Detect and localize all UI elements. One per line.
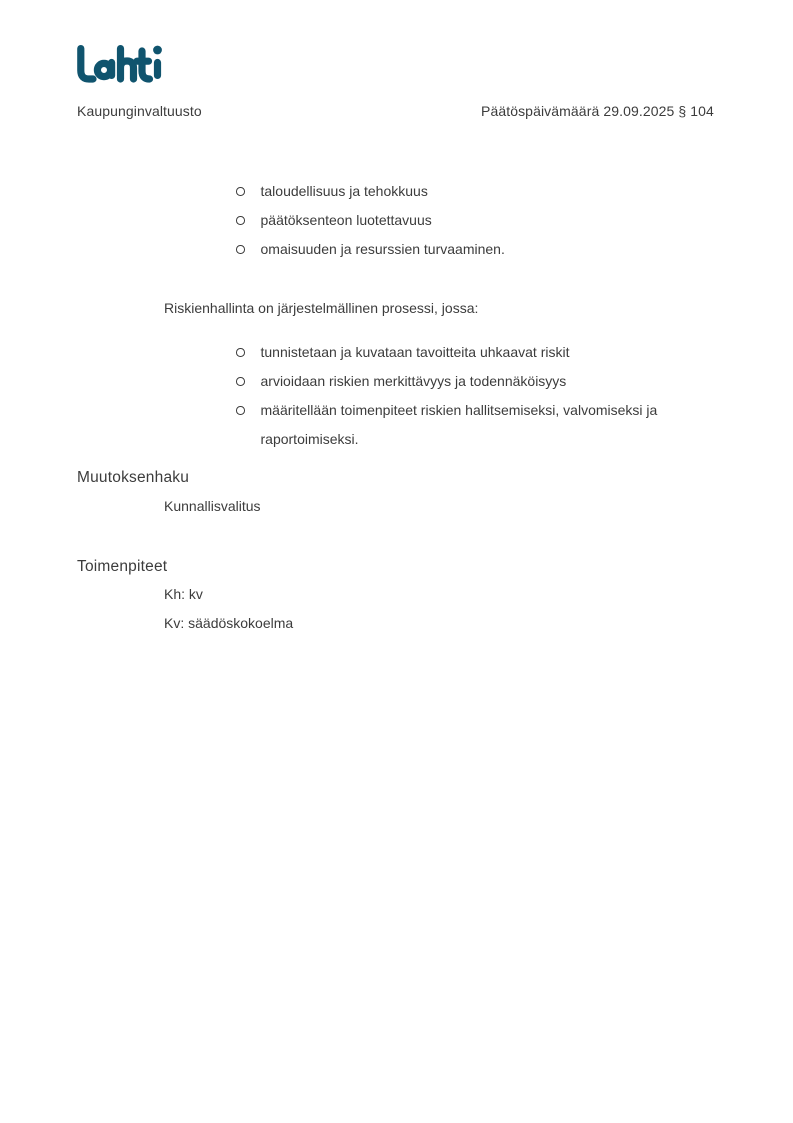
list-item [233,235,709,264]
list-item-text: arvioidaan riskien merkittävyys ja todennäköisyys [260,373,567,389]
action-line: Kv: säädöskokoelma [164,615,294,631]
lahti-logo-icon [76,44,166,83]
bullet-icon [236,187,245,196]
logo-letter-t [137,51,150,79]
decision-date-line: Päätöspäivämäärä 29.09.2025 § 104 [481,103,714,119]
action-line: Kh: kv [164,586,203,602]
bullet-icon [236,377,245,386]
list-item-text: määritellään toimenpiteet riskien hallitsemiseksi, valvomiseksi ja raportoimiseksi. [260,402,658,447]
list-item-text: omaisuuden ja resurssien turvaaminen. [260,241,505,257]
section-heading-toimenpiteet: Toimenpiteet [77,558,168,575]
logo-letter-L [81,49,93,79]
list-item [233,206,709,235]
list-item [233,396,709,454]
bullet-icon [236,406,245,415]
bullet-icon [236,348,245,357]
logo-letter-i-dot [153,46,162,55]
bullet-icon [236,216,245,225]
bullet-list-objectives [233,177,709,264]
bullet-icon [236,245,245,254]
risk-management-paragraph: Riskienhallinta on järjestelmällinen prosessi, jossa: [164,300,479,316]
actions-block [164,580,293,638]
list-item [233,177,709,206]
list-item [233,367,709,396]
list-item-text: päätöksenteon luotettavuus [260,212,432,228]
list-item [233,338,709,367]
committee-name: Kaupunginvaltuusto [77,103,202,119]
list-item-text: taloudellisuus ja tehokkuus [260,183,428,199]
section-heading-muutoksenhaku: Muutoksenhaku [77,469,190,486]
appeal-type-text: Kunnallisvalitus [164,498,261,514]
logo-letter-h [121,49,134,79]
list-item-text: tunnistetaan ja kuvataan tavoitteita uhkaavat riskit [260,344,570,360]
lahti-logo [76,44,166,83]
bullet-list-risk-process [233,338,709,454]
